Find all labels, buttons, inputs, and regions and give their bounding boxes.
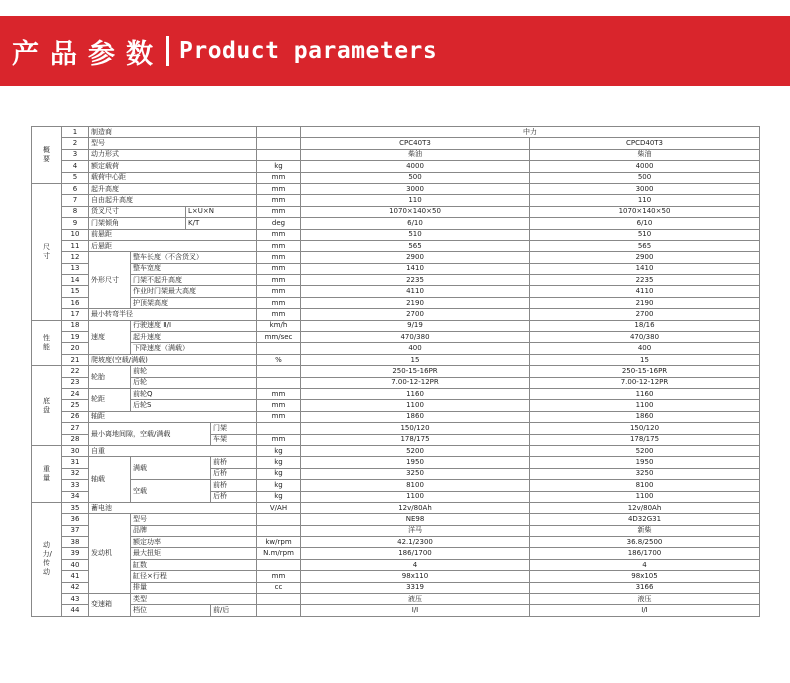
unit: km/h — [257, 320, 301, 331]
unit: mm/sec — [257, 332, 301, 343]
row-number: 15 — [62, 286, 89, 297]
value-cell: 150/120 — [301, 423, 530, 434]
value-cell: 1950 — [530, 457, 760, 468]
value-cell: 15 — [301, 354, 530, 365]
value-cell: 1160 — [301, 388, 530, 399]
param-label: 后悬距 — [89, 240, 257, 251]
param-label: 型号 — [89, 138, 257, 149]
row-number: 30 — [62, 445, 89, 456]
param-sublabel: 后轮S — [131, 400, 257, 411]
row-number: 22 — [62, 366, 89, 377]
value-cell: 565 — [301, 240, 530, 251]
unit — [257, 343, 301, 354]
table-row — [32, 354, 760, 365]
unit: mm — [257, 309, 301, 320]
param-sublabel: 品牌 — [131, 525, 257, 536]
value-cell: 110 — [530, 195, 760, 206]
table-row — [32, 275, 760, 286]
value-cell: 3319 — [301, 582, 530, 593]
value-cell: 1100 — [530, 491, 760, 502]
param-sublabel: 前桥 — [211, 457, 257, 468]
value-cell: 4000 — [301, 161, 530, 172]
table-row — [32, 537, 760, 548]
table-row — [32, 377, 760, 388]
row-number: 32 — [62, 468, 89, 479]
unit — [257, 559, 301, 570]
value-cell: 12v/80Ah — [530, 502, 760, 513]
unit: kg — [257, 445, 301, 456]
value-cell: 3250 — [301, 468, 530, 479]
unit — [257, 377, 301, 388]
unit: mm — [257, 411, 301, 422]
unit: mm — [257, 388, 301, 399]
value-cell: 8100 — [301, 480, 530, 491]
param-label: 蓄电池 — [89, 502, 257, 513]
param-sublabel: 作业时门架最大高度 — [131, 286, 257, 297]
value-cell: 中力 — [301, 127, 760, 138]
value-cell: 42.1/2300 — [301, 537, 530, 548]
value-cell: 510 — [301, 229, 530, 240]
table-row — [32, 127, 760, 138]
header-title — [12, 16, 437, 86]
unit: N.m/rpm — [257, 548, 301, 559]
value-cell: 150/120 — [530, 423, 760, 434]
row-number: 11 — [62, 240, 89, 251]
table-row — [32, 320, 760, 331]
value-cell: 9/19 — [301, 320, 530, 331]
unit: mm — [257, 252, 301, 263]
row-number: 33 — [62, 480, 89, 491]
param-sublabel: 型号 — [131, 514, 257, 525]
param-label: 最小转弯半径 — [89, 309, 257, 320]
table-row — [32, 514, 760, 525]
group-label: 重量 — [32, 445, 62, 502]
row-number: 10 — [62, 229, 89, 240]
unit: kg — [257, 468, 301, 479]
value-cell: 110 — [301, 195, 530, 206]
value-cell: 新柴 — [530, 525, 760, 536]
value-cell: 1860 — [530, 411, 760, 422]
table-row — [32, 218, 760, 229]
unit — [257, 605, 301, 616]
row-number: 8 — [62, 206, 89, 217]
value-cell: 12v/80Ah — [301, 502, 530, 513]
table-row — [32, 423, 760, 434]
param-label: 自由起升高度 — [89, 195, 257, 206]
param-sublabel: 类型 — [131, 594, 257, 605]
table-row — [32, 183, 760, 194]
param-sublabel: 缸径×行程 — [131, 571, 257, 582]
param-label: 发动机 — [89, 514, 131, 594]
value-cell: 4110 — [530, 286, 760, 297]
value-cell: 2700 — [530, 309, 760, 320]
param-sublabel: 排量 — [131, 582, 257, 593]
row-number: 38 — [62, 537, 89, 548]
table-row — [32, 149, 760, 160]
unit: cc — [257, 582, 301, 593]
param-sublabel: 缸数 — [131, 559, 257, 570]
table-row — [32, 445, 760, 456]
row-number: 5 — [62, 172, 89, 183]
param-sublabel: 后轮 — [131, 377, 257, 388]
value-cell: 3000 — [301, 183, 530, 194]
table-row — [32, 286, 760, 297]
table-row — [32, 559, 760, 570]
param-sublabel: 额定功率 — [131, 537, 257, 548]
value-cell: 500 — [530, 172, 760, 183]
row-number: 7 — [62, 195, 89, 206]
param-sublabel: 整车宽度 — [131, 263, 257, 274]
unit — [257, 423, 301, 434]
value-cell: 5200 — [301, 445, 530, 456]
value-cell: 8100 — [530, 480, 760, 491]
row-number: 31 — [62, 457, 89, 468]
value-cell: 250-15-16PR — [301, 366, 530, 377]
group-label: 底盘 — [32, 366, 62, 446]
value-cell: 36.8/2500 — [530, 537, 760, 548]
group-label: 尺寸 — [32, 183, 62, 320]
unit — [257, 127, 301, 138]
value-cell: 1410 — [301, 263, 530, 274]
value-cell: 2235 — [530, 275, 760, 286]
value-cell: 7.00-12-12PR — [301, 377, 530, 388]
value-cell: 400 — [530, 343, 760, 354]
group-label: 动力/传动 — [32, 502, 62, 616]
param-label: 爬坡度(空载/满载) — [89, 354, 257, 365]
table-row — [32, 366, 760, 377]
row-number: 42 — [62, 582, 89, 593]
row-number: 35 — [62, 502, 89, 513]
param-sublabel: 下降速度（满载） — [131, 343, 257, 354]
table-row — [32, 548, 760, 559]
param-sublabel: 满载 — [131, 457, 211, 480]
value-cell: 3000 — [530, 183, 760, 194]
value-cell: 510 — [530, 229, 760, 240]
spec-table — [31, 126, 760, 617]
row-number: 18 — [62, 320, 89, 331]
title-chinese: 产品参数 — [12, 38, 164, 70]
param-sublabel: 前桥 — [211, 480, 257, 491]
param-label: 轮胎 — [89, 366, 131, 389]
table-row — [32, 297, 760, 308]
table-row — [32, 400, 760, 411]
row-number: 34 — [62, 491, 89, 502]
unit: V/AH — [257, 502, 301, 513]
table-row — [32, 240, 760, 251]
param-label: 轴载 — [89, 457, 131, 503]
param-label: 制造商 — [89, 127, 257, 138]
unit: mm — [257, 195, 301, 206]
unit: mm — [257, 286, 301, 297]
param-sublabel: 档位 — [131, 605, 211, 616]
unit: mm — [257, 263, 301, 274]
row-number: 37 — [62, 525, 89, 536]
row-number: 43 — [62, 594, 89, 605]
param-label: 变速箱 — [89, 594, 131, 617]
unit — [257, 138, 301, 149]
table-row — [32, 525, 760, 536]
value-cell: I/I — [530, 605, 760, 616]
unit: mm — [257, 297, 301, 308]
unit: kg — [257, 161, 301, 172]
title-english: Product parameters — [179, 38, 438, 64]
value-cell: 250-15-16PR — [530, 366, 760, 377]
value-cell: 470/380 — [530, 332, 760, 343]
param-sublabel: 前轮Q — [131, 388, 257, 399]
table-row — [32, 457, 760, 468]
unit: mm — [257, 400, 301, 411]
value-cell: 2900 — [301, 252, 530, 263]
value-cell: 液压 — [301, 594, 530, 605]
value-cell: 1100 — [530, 400, 760, 411]
value-cell: 1100 — [301, 491, 530, 502]
row-number: 36 — [62, 514, 89, 525]
table-row — [32, 594, 760, 605]
param-label: 外形尺寸 — [89, 252, 131, 309]
param-sublabel: 门架 — [211, 423, 257, 434]
value-cell: 178/175 — [301, 434, 530, 445]
param-sublabel: 起升速度 — [131, 332, 257, 343]
param-label: 货叉尺寸 — [89, 206, 186, 217]
value-cell: 2190 — [530, 297, 760, 308]
value-cell: 4 — [301, 559, 530, 570]
value-cell: 1070×140×50 — [530, 206, 760, 217]
unit — [257, 594, 301, 605]
value-cell: 4000 — [530, 161, 760, 172]
table-row — [32, 309, 760, 320]
row-number: 41 — [62, 571, 89, 582]
unit: mm — [257, 206, 301, 217]
table-row — [32, 605, 760, 616]
value-cell: CPC40T3 — [301, 138, 530, 149]
value-cell: 178/175 — [530, 434, 760, 445]
table-row — [32, 263, 760, 274]
row-number: 27 — [62, 423, 89, 434]
value-cell: 500 — [301, 172, 530, 183]
group-label: 概要 — [32, 127, 62, 184]
row-number: 13 — [62, 263, 89, 274]
param-label: 门架倾角 — [89, 218, 186, 229]
table-row — [32, 138, 760, 149]
unit — [257, 149, 301, 160]
value-cell: 2235 — [301, 275, 530, 286]
value-cell: 3166 — [530, 582, 760, 593]
unit: mm — [257, 434, 301, 445]
value-cell: CPCD40T3 — [530, 138, 760, 149]
unit: mm — [257, 172, 301, 183]
unit: mm — [257, 229, 301, 240]
row-number: 44 — [62, 605, 89, 616]
table-row — [32, 480, 760, 491]
param-sublabel: K/T — [186, 218, 257, 229]
param-sublabel: 前/后 — [211, 605, 257, 616]
param-sublabel: 后桥 — [211, 491, 257, 502]
value-cell: 液压 — [530, 594, 760, 605]
group-label: 性能 — [32, 320, 62, 366]
value-cell: 柴油 — [530, 149, 760, 160]
param-sublabel: 行驶速度 Ⅱ/Ⅰ — [131, 320, 257, 331]
table-row — [32, 343, 760, 354]
unit: kg — [257, 457, 301, 468]
value-cell: I/I — [301, 605, 530, 616]
table-row — [32, 582, 760, 593]
value-cell: 1070×140×50 — [301, 206, 530, 217]
unit — [257, 525, 301, 536]
unit: mm — [257, 571, 301, 582]
param-sublabel: L×U×N — [186, 206, 257, 217]
row-number: 21 — [62, 354, 89, 365]
value-cell: NE98 — [301, 514, 530, 525]
row-number: 6 — [62, 183, 89, 194]
row-number: 14 — [62, 275, 89, 286]
table-row — [32, 229, 760, 240]
table-row — [32, 206, 760, 217]
value-cell: 2900 — [530, 252, 760, 263]
value-cell: 1100 — [301, 400, 530, 411]
value-cell: 洋马 — [301, 525, 530, 536]
unit: deg — [257, 218, 301, 229]
value-cell: 98x105 — [530, 571, 760, 582]
param-label: 轮距 — [89, 388, 131, 411]
value-cell: 98x110 — [301, 571, 530, 582]
unit — [257, 514, 301, 525]
unit: mm — [257, 183, 301, 194]
param-label: 最小离地间隙，空载/满载 — [89, 423, 211, 446]
value-cell: 2700 — [301, 309, 530, 320]
unit: kg — [257, 480, 301, 491]
value-cell: 1860 — [301, 411, 530, 422]
value-cell: 4110 — [301, 286, 530, 297]
row-number: 26 — [62, 411, 89, 422]
table-row — [32, 411, 760, 422]
table-row — [32, 195, 760, 206]
value-cell: 1410 — [530, 263, 760, 274]
param-sublabel: 最大扭矩 — [131, 548, 257, 559]
unit: mm — [257, 275, 301, 286]
param-label: 轴距 — [89, 411, 257, 422]
value-cell: 18/16 — [530, 320, 760, 331]
param-sublabel: 车架 — [211, 434, 257, 445]
param-sublabel: 整车长度（不含货叉） — [131, 252, 257, 263]
param-label: 自重 — [89, 445, 257, 456]
table-row — [32, 252, 760, 263]
row-number: 24 — [62, 388, 89, 399]
value-cell: 5200 — [530, 445, 760, 456]
value-cell: 4 — [530, 559, 760, 570]
row-number: 19 — [62, 332, 89, 343]
table-row — [32, 571, 760, 582]
value-cell: 1160 — [530, 388, 760, 399]
table-row — [32, 502, 760, 513]
value-cell: 186/1700 — [301, 548, 530, 559]
title-separator — [166, 36, 169, 66]
param-sublabel: 护顶架高度 — [131, 297, 257, 308]
value-cell: 3250 — [530, 468, 760, 479]
row-number: 40 — [62, 559, 89, 570]
value-cell: 柴油 — [301, 149, 530, 160]
table-row — [32, 388, 760, 399]
row-number: 23 — [62, 377, 89, 388]
param-label: 额定载荷 — [89, 161, 257, 172]
table-row — [32, 332, 760, 343]
unit — [257, 366, 301, 377]
param-sublabel: 门架不起升高度 — [131, 275, 257, 286]
value-cell: 470/380 — [301, 332, 530, 343]
value-cell: 7.00-12-12PR — [530, 377, 760, 388]
row-number: 4 — [62, 161, 89, 172]
row-number: 3 — [62, 149, 89, 160]
row-number: 25 — [62, 400, 89, 411]
table-row — [32, 161, 760, 172]
value-cell: 6/10 — [301, 218, 530, 229]
row-number: 12 — [62, 252, 89, 263]
unit: mm — [257, 240, 301, 251]
value-cell: 186/1700 — [530, 548, 760, 559]
param-sublabel: 后桥 — [211, 468, 257, 479]
row-number: 17 — [62, 309, 89, 320]
row-number: 20 — [62, 343, 89, 354]
row-number: 9 — [62, 218, 89, 229]
value-cell: 565 — [530, 240, 760, 251]
value-cell: 15 — [530, 354, 760, 365]
unit: % — [257, 354, 301, 365]
param-label: 起升高度 — [89, 183, 257, 194]
param-label: 速度 — [89, 320, 131, 354]
unit: kw/rpm — [257, 537, 301, 548]
value-cell: 6/10 — [530, 218, 760, 229]
value-cell: 2190 — [301, 297, 530, 308]
param-sublabel: 前轮 — [131, 366, 257, 377]
row-number: 2 — [62, 138, 89, 149]
value-cell: 1950 — [301, 457, 530, 468]
value-cell: 400 — [301, 343, 530, 354]
row-number: 39 — [62, 548, 89, 559]
row-number: 28 — [62, 434, 89, 445]
param-label: 动力形式 — [89, 149, 257, 160]
table-row — [32, 172, 760, 183]
value-cell: 4D32G31 — [530, 514, 760, 525]
param-sublabel: 空载 — [131, 480, 211, 503]
row-number: 16 — [62, 297, 89, 308]
row-number: 1 — [62, 127, 89, 138]
param-label: 前悬距 — [89, 229, 257, 240]
param-label: 载荷中心距 — [89, 172, 257, 183]
unit: kg — [257, 491, 301, 502]
